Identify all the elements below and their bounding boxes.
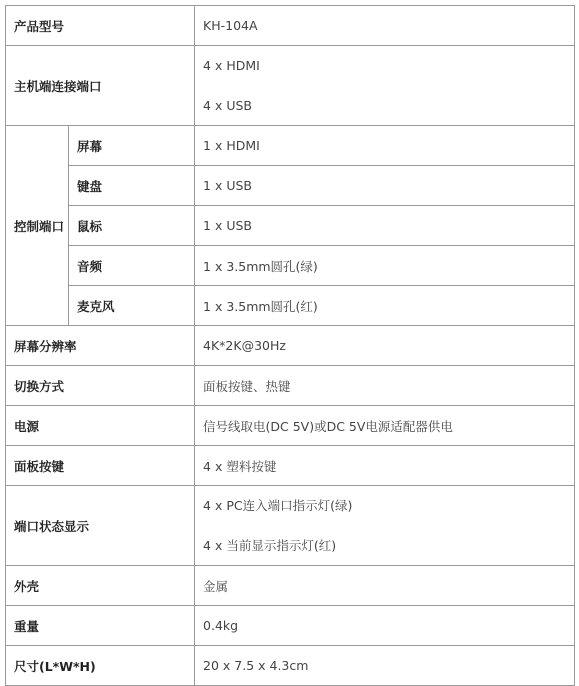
- row-label-port-status: 端口状态显示: [6, 486, 195, 566]
- table-row-control-mouse: [6, 206, 575, 246]
- row-value-host-ports: [195, 46, 575, 126]
- row-value-panel-buttons: 4 x 塑料按键: [195, 446, 575, 486]
- row-label-resolution: 屏幕分辨率: [6, 326, 195, 366]
- sub-label-mic: 麦克风: [69, 286, 195, 326]
- table-row-weight: [6, 606, 575, 646]
- table-row-control-audio: [6, 246, 575, 286]
- port-status-current-led: 4 x 当前显示指示灯(红): [203, 538, 337, 553]
- row-label-weight: 重量: [6, 606, 195, 646]
- sub-label-mouse: 鼠标: [69, 206, 195, 246]
- row-value-size: 20 x 7.5 x 4.3cm: [195, 646, 575, 686]
- table-row-switch-mode: [6, 366, 575, 406]
- port-status-pc-led: 4 x PC连入端口指示灯(绿): [203, 498, 353, 513]
- table-row-control-screen: [6, 126, 575, 166]
- row-label-size: 尺寸(L*W*H): [6, 646, 195, 686]
- row-value-resolution: 4K*2K@30Hz: [195, 326, 575, 366]
- table-row-control-mic: [6, 286, 575, 326]
- row-label-power: 电源: [6, 406, 195, 446]
- sub-value-screen: 1 x HDMI: [195, 126, 575, 166]
- row-value-housing: 金属: [195, 566, 575, 606]
- table-row-panel-buttons: [6, 446, 575, 486]
- sub-label-audio: 音频: [69, 246, 195, 286]
- sub-value-audio: 1 x 3.5mm圆孔(绿): [195, 246, 575, 286]
- row-value-port-status: [195, 486, 575, 566]
- table-row-control-keyboard: [6, 166, 575, 206]
- table-row-power: [6, 406, 575, 446]
- table-row-size: [6, 646, 575, 686]
- row-value-switch-mode: 面板按键、热键: [195, 366, 575, 406]
- row-value-weight: 0.4kg: [195, 606, 575, 646]
- sub-value-mic: 1 x 3.5mm圆孔(红): [195, 286, 575, 326]
- sub-label-keyboard: 键盘: [69, 166, 195, 206]
- row-label-host-ports: 主机端连接端口: [6, 46, 195, 126]
- row-label-housing: 外壳: [6, 566, 195, 606]
- row-label-switch-mode: 切换方式: [6, 366, 195, 406]
- table-row-model: [6, 6, 575, 46]
- sub-value-keyboard: 1 x USB: [195, 166, 575, 206]
- host-port-hdmi: 4 x HDMI: [203, 58, 260, 73]
- row-value-model: KH-104A: [195, 6, 575, 46]
- row-label-panel-buttons: 面板按键: [6, 446, 195, 486]
- table-row-port-status: [6, 486, 575, 566]
- host-port-usb: 4 x USB: [203, 98, 252, 113]
- row-label-control-ports: 控制端口: [6, 126, 69, 326]
- table-row-housing: [6, 566, 575, 606]
- spec-table: [5, 5, 575, 686]
- sub-value-mouse: 1 x USB: [195, 206, 575, 246]
- table-row-host-ports: [6, 46, 575, 126]
- row-value-power: 信号线取电(DC 5V)或DC 5V电源适配器供电: [195, 406, 575, 446]
- row-label-model: 产品型号: [6, 6, 195, 46]
- table-row-resolution: [6, 326, 575, 366]
- sub-label-screen: 屏幕: [69, 126, 195, 166]
